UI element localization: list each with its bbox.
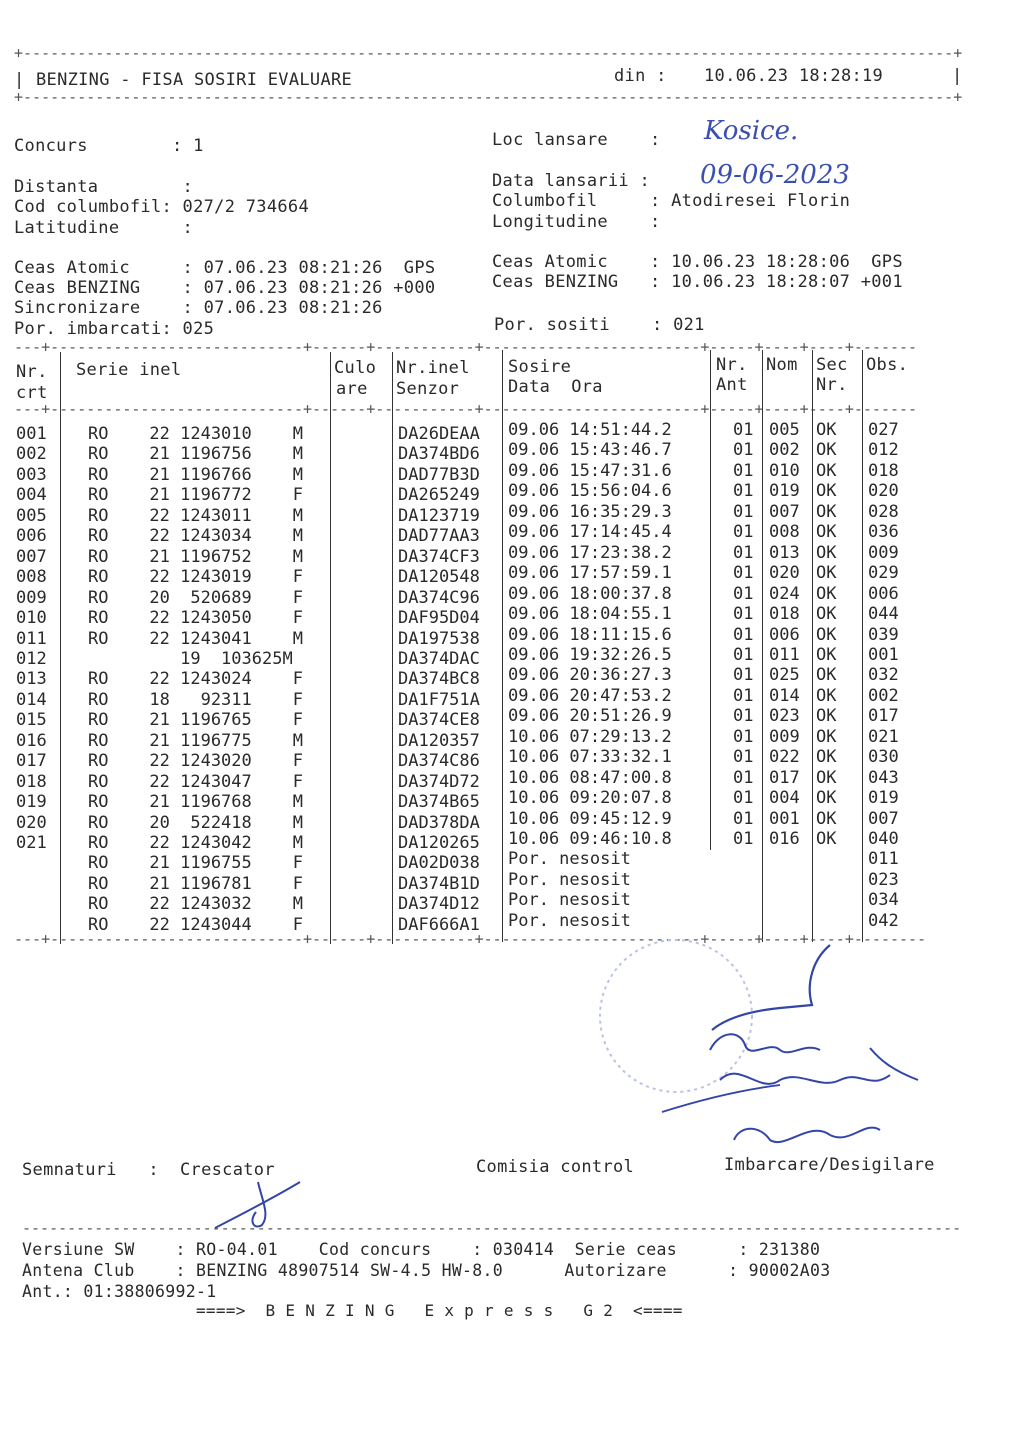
row-sec: OK bbox=[816, 542, 837, 563]
data-lansarii-handwritten: 09-06-2023 bbox=[700, 160, 850, 190]
columbofil-line: Columbofil : Atodiresei Florin bbox=[492, 191, 851, 211]
row-serie-inel: RO 18 92311 F bbox=[88, 689, 303, 710]
row-sosire: Por. nesosit bbox=[508, 890, 631, 911]
hdr-sosire-2: Data Ora bbox=[508, 377, 603, 397]
ceas-benzing-end: Ceas BENZING : 10.06.23 18:28:07 +001 bbox=[492, 272, 903, 292]
row-sosire: 09.06 20:47:53.2 bbox=[508, 685, 672, 706]
row-senzor: DA120357 bbox=[398, 730, 480, 751]
row-sosire: Por. nesosit bbox=[508, 910, 631, 931]
row-nr: 009 bbox=[16, 587, 47, 608]
row-obs: 023 bbox=[868, 869, 899, 890]
row-obs: 019 bbox=[868, 788, 899, 809]
row-sec: OK bbox=[816, 767, 837, 788]
concurs-line: Concurs : 1 bbox=[14, 136, 204, 156]
row-nr-ant: 01 bbox=[733, 460, 754, 481]
row-obs: 006 bbox=[868, 583, 899, 604]
row-nr-ant: 01 bbox=[733, 644, 754, 665]
row-serie-inel: RO 22 1243019 F bbox=[88, 567, 303, 588]
row-nr: 001 bbox=[16, 424, 47, 444]
row-nr: 015 bbox=[16, 710, 47, 731]
row-nr-ant: 01 bbox=[733, 706, 754, 727]
row-obs: 039 bbox=[868, 624, 899, 645]
row-serie-inel: 19 103625M bbox=[88, 648, 293, 669]
row-senzor: DA374D72 bbox=[398, 771, 480, 792]
row-nr-ant: 01 bbox=[733, 501, 754, 522]
row-serie-inel: RO 21 1196781 F bbox=[88, 873, 303, 894]
row-senzor: DA26DEAA bbox=[398, 424, 480, 444]
row-nr: 002 bbox=[16, 444, 47, 465]
distanta-line: Distanta : bbox=[14, 177, 194, 197]
row-senzor: DA374D12 bbox=[398, 894, 480, 915]
row-nom: 018 bbox=[769, 604, 800, 625]
row-serie-inel: RO 22 1243011 M bbox=[88, 505, 303, 526]
row-sosire: 09.06 15:43:46.7 bbox=[508, 440, 672, 461]
row-nom: 019 bbox=[769, 481, 800, 502]
row-obs: 030 bbox=[868, 747, 899, 768]
row-sosire: 09.06 14:51:44.2 bbox=[508, 420, 672, 440]
row-sec: OK bbox=[816, 604, 837, 625]
row-nr-ant: 01 bbox=[733, 440, 754, 461]
row-nr-ant: 01 bbox=[733, 747, 754, 768]
row-serie-inel: RO 20 520689 F bbox=[88, 587, 303, 608]
row-nr: 019 bbox=[16, 792, 47, 813]
row-obs: 001 bbox=[868, 644, 899, 665]
row-sosire: 10.06 08:47:00.8 bbox=[508, 767, 672, 788]
row-serie-inel: RO 22 1243020 F bbox=[88, 751, 303, 772]
row-sec: OK bbox=[816, 706, 837, 727]
row-obs: 027 bbox=[868, 420, 899, 440]
hdr-sec-2: Nr. bbox=[816, 375, 848, 395]
row-serie-inel: RO 22 1243047 F bbox=[88, 771, 303, 792]
ant-line: Ant.: 01:38806992-1 bbox=[22, 1282, 217, 1301]
row-sec: OK bbox=[816, 747, 837, 768]
table-bottom-border: ---+----------------------------+------+-----------+------------------------+-----+----+----+-------- bbox=[14, 930, 927, 948]
row-senzor: DA197538 bbox=[398, 628, 480, 649]
row-senzor: DAD77AA3 bbox=[398, 526, 480, 547]
row-obs: 021 bbox=[868, 726, 899, 747]
row-nr: 003 bbox=[16, 464, 47, 485]
row-sosire: 09.06 15:56:04.6 bbox=[508, 481, 672, 502]
row-serie-inel: RO 21 1196772 F bbox=[88, 485, 303, 506]
row-senzor: DA374B1D bbox=[398, 873, 480, 894]
row-nom: 005 bbox=[769, 420, 800, 440]
row-nom: 008 bbox=[769, 522, 800, 543]
row-nr-ant: 01 bbox=[733, 767, 754, 788]
row-nom: 002 bbox=[769, 440, 800, 461]
report-title: BENZING - FISA SOSIRI EVALUARE bbox=[36, 70, 353, 90]
row-senzor: DA374C96 bbox=[398, 587, 480, 608]
header-left-bar: | bbox=[14, 70, 25, 90]
latitudine-line: Latitudine : bbox=[14, 218, 194, 238]
row-nr: 006 bbox=[16, 526, 47, 547]
ceas-atomic-end: Ceas Atomic : 10.06.23 18:28:06 GPS bbox=[492, 252, 903, 272]
row-sosire: 09.06 18:11:15.6 bbox=[508, 624, 672, 645]
row-senzor: DA374CE8 bbox=[398, 710, 480, 731]
header-top-border: +-------------------------------------------------------------------------------------------------------+ bbox=[14, 44, 963, 62]
row-nr: 008 bbox=[16, 567, 47, 588]
row-nr: 010 bbox=[16, 608, 47, 629]
row-senzor: DAF95D04 bbox=[398, 608, 480, 629]
loc-lansare-handwritten: Kosice. bbox=[704, 116, 799, 146]
row-nr-ant: 01 bbox=[733, 522, 754, 543]
row-obs: 028 bbox=[868, 501, 899, 522]
row-nr-ant: 01 bbox=[733, 583, 754, 604]
row-nom: 023 bbox=[769, 706, 800, 727]
hdr-sec-1: Sec bbox=[816, 355, 848, 375]
row-sec: OK bbox=[816, 501, 837, 522]
ceas-atomic-start: Ceas Atomic : 07.06.23 08:21:26 GPS bbox=[14, 258, 436, 278]
cod-columbofil-line: Cod columbofil: 027/2 734664 bbox=[14, 197, 309, 217]
row-nr: 017 bbox=[16, 751, 47, 772]
row-nr: 013 bbox=[16, 669, 47, 690]
row-serie-inel: RO 22 1243010 M bbox=[88, 424, 303, 444]
row-sosire: 09.06 20:51:26.9 bbox=[508, 706, 672, 727]
row-senzor: DA265249 bbox=[398, 485, 480, 506]
row-serie-inel: RO 22 1243044 F bbox=[88, 914, 303, 935]
row-nr-ant: 01 bbox=[733, 481, 754, 502]
row-sec: OK bbox=[816, 788, 837, 809]
row-serie-inel: RO 21 1196752 M bbox=[88, 546, 303, 567]
row-nr: 004 bbox=[16, 485, 47, 506]
row-senzor: DAD378DA bbox=[398, 812, 480, 833]
row-sosire: 09.06 17:23:38.2 bbox=[508, 542, 672, 563]
row-nom: 007 bbox=[769, 501, 800, 522]
row-nr-ant: 01 bbox=[733, 624, 754, 645]
row-nr: 021 bbox=[16, 833, 47, 853]
row-serie-inel: RO 22 1243024 F bbox=[88, 669, 303, 690]
row-sosire: 09.06 19:32:26.5 bbox=[508, 644, 672, 665]
row-sosire: 09.06 16:35:29.3 bbox=[508, 501, 672, 522]
row-nr-ant: 01 bbox=[733, 685, 754, 706]
data-lansarii-label: Data lansarii : bbox=[492, 171, 651, 191]
row-nom: 011 bbox=[769, 644, 800, 665]
signature-commission-3 bbox=[662, 1085, 780, 1112]
row-nr: 014 bbox=[16, 689, 47, 710]
row-senzor: DA374B65 bbox=[398, 792, 480, 813]
hdr-culoare-1: Culo bbox=[334, 358, 377, 378]
row-senzor: DAF666A1 bbox=[398, 914, 480, 935]
row-sec: OK bbox=[816, 440, 837, 461]
row-nom: 013 bbox=[769, 542, 800, 563]
row-sosire: 10.06 09:46:10.8 bbox=[508, 829, 672, 849]
row-nr-ant: 01 bbox=[733, 665, 754, 686]
row-nr: 016 bbox=[16, 730, 47, 751]
hdr-obs: Obs. bbox=[866, 355, 909, 375]
row-senzor: DA374BC8 bbox=[398, 669, 480, 690]
row-serie-inel: RO 21 1196775 M bbox=[88, 730, 303, 751]
row-nr-ant: 01 bbox=[733, 563, 754, 584]
row-nr-ant: 01 bbox=[733, 542, 754, 563]
row-nr: 011 bbox=[16, 628, 47, 649]
row-nr: 007 bbox=[16, 546, 47, 567]
row-serie-inel: RO 20 522418 M bbox=[88, 812, 303, 833]
row-obs: 029 bbox=[868, 563, 899, 584]
row-sosire: 09.06 20:36:27.3 bbox=[508, 665, 672, 686]
row-nom: 006 bbox=[769, 624, 800, 645]
ceas-benzing-start: Ceas BENZING : 07.06.23 08:21:26 +000 bbox=[14, 278, 436, 298]
row-obs: 007 bbox=[868, 808, 899, 829]
row-nr: 012 bbox=[16, 648, 47, 669]
table-top-border: ---+----------------------------+------+-----------+------------------------+-----+----+----+------- bbox=[14, 338, 918, 356]
row-obs: 036 bbox=[868, 522, 899, 543]
row-nom: 025 bbox=[769, 665, 800, 686]
row-sosire: 10.06 09:20:07.8 bbox=[508, 788, 672, 809]
row-sec: OK bbox=[816, 481, 837, 502]
row-sec: OK bbox=[816, 624, 837, 645]
row-obs: 040 bbox=[868, 829, 899, 849]
row-obs: 032 bbox=[868, 665, 899, 686]
loc-lansare-label: Loc lansare : bbox=[492, 130, 661, 150]
row-serie-inel: RO 21 1196756 M bbox=[88, 444, 303, 465]
hdr-nr-crt-2: crt bbox=[16, 383, 48, 403]
row-sec: OK bbox=[816, 522, 837, 543]
row-serie-inel: RO 22 1243042 M bbox=[88, 833, 303, 853]
antena-line: Antena Club : BENZING 48907514 SW-4.5 HW-8.0 Autorizare : 90002A03 bbox=[22, 1261, 831, 1280]
row-sec: OK bbox=[816, 420, 837, 440]
row-sec: OK bbox=[816, 583, 837, 604]
row-senzor: DAD77B3D bbox=[398, 464, 480, 485]
table-header-border: ---+----------------------------+------+-----------+------------------------+-----+----+----+------- bbox=[14, 400, 918, 418]
sincronizare-line: Sincronizare : 07.06.23 08:21:26 bbox=[14, 298, 383, 318]
row-senzor: DA120265 bbox=[398, 833, 480, 853]
row-senzor: DA374BD6 bbox=[398, 444, 480, 465]
semnaturi-label: Semnaturi : Crescator bbox=[22, 1160, 275, 1180]
row-sosire: 09.06 17:14:45.4 bbox=[508, 522, 672, 543]
signature-hook bbox=[712, 945, 830, 1030]
row-obs: 012 bbox=[868, 440, 899, 461]
row-obs: 009 bbox=[868, 542, 899, 563]
row-sec: OK bbox=[816, 685, 837, 706]
row-sec: OK bbox=[816, 726, 837, 747]
row-obs: 018 bbox=[868, 460, 899, 481]
row-nr-ant: 01 bbox=[733, 829, 754, 849]
por-imbarcati-line: Por. imbarcati: 025 bbox=[14, 319, 215, 339]
hdr-sosire-1: Sosire bbox=[508, 357, 572, 377]
row-nr-ant: 01 bbox=[733, 420, 754, 440]
row-senzor: DA1F751A bbox=[398, 689, 480, 710]
row-sec: OK bbox=[816, 665, 837, 686]
footer-top-border: -------------------------------------------------------------------------------------------------------- bbox=[22, 1219, 962, 1237]
row-senzor: DA374CF3 bbox=[398, 546, 480, 567]
header-right-bar: | bbox=[952, 66, 963, 86]
row-nom: 014 bbox=[769, 685, 800, 706]
row-senzor: DA374C86 bbox=[398, 751, 480, 772]
row-serie-inel: RO 22 1243041 M bbox=[88, 628, 303, 649]
hdr-nr-inel-2: Senzor bbox=[396, 379, 460, 399]
header-bottom-border: +-------------------------------------------------------------------------------------------------------+ bbox=[14, 88, 963, 106]
row-sosire: 09.06 17:57:59.1 bbox=[508, 563, 672, 584]
imbarcare-label: Imbarcare/Desigilare bbox=[724, 1155, 935, 1175]
row-nom: 009 bbox=[769, 726, 800, 747]
row-sosire: 10.06 07:33:32.1 bbox=[508, 747, 672, 768]
row-serie-inel: RO 21 1196765 F bbox=[88, 710, 303, 731]
hdr-nom: Nom bbox=[766, 355, 798, 375]
signature-commission-4 bbox=[734, 1128, 880, 1142]
hdr-culoare-2: are bbox=[336, 379, 368, 399]
hdr-serie-inel: Serie inel bbox=[76, 360, 182, 380]
row-obs: 042 bbox=[868, 910, 899, 931]
row-nr: 005 bbox=[16, 505, 47, 526]
row-nom: 004 bbox=[769, 788, 800, 809]
benzing-express-banner: ====> B E N Z I N G E x p r e s s G 2 <==== bbox=[196, 1301, 683, 1320]
row-sosire: Por. nesosit bbox=[508, 849, 631, 870]
row-sosire: 09.06 18:00:37.8 bbox=[508, 583, 672, 604]
report-date-label: din : bbox=[614, 66, 667, 86]
row-sosire: Por. nesosit bbox=[508, 869, 631, 890]
row-serie-inel: RO 21 1196755 F bbox=[88, 853, 303, 874]
hdr-nr-crt-1: Nr. bbox=[16, 362, 48, 382]
row-serie-inel: RO 22 1243050 F bbox=[88, 608, 303, 629]
row-nom: 001 bbox=[769, 808, 800, 829]
official-stamp bbox=[600, 940, 752, 1092]
row-sec: OK bbox=[816, 563, 837, 584]
row-nom: 016 bbox=[769, 829, 800, 849]
row-serie-inel: RO 21 1196768 M bbox=[88, 792, 303, 813]
row-obs: 020 bbox=[868, 481, 899, 502]
signature-commission-1 bbox=[710, 1034, 820, 1052]
row-senzor: DA123719 bbox=[398, 505, 480, 526]
row-serie-inel: RO 22 1243032 M bbox=[88, 894, 303, 915]
row-nom: 022 bbox=[769, 747, 800, 768]
row-nom: 017 bbox=[769, 767, 800, 788]
row-nr-ant: 01 bbox=[733, 726, 754, 747]
row-obs: 044 bbox=[868, 604, 899, 625]
por-sositi-line: Por. sositi : 021 bbox=[494, 315, 705, 335]
row-sosire: 10.06 09:45:12.9 bbox=[508, 808, 672, 829]
comisia-label: Comisia control bbox=[476, 1157, 635, 1177]
row-sosire: 10.06 07:29:13.2 bbox=[508, 726, 672, 747]
row-nr: 020 bbox=[16, 812, 47, 833]
versiune-line: Versiune SW : RO-04.01 Cod concurs : 030414 Serie ceas : 231380 bbox=[22, 1240, 821, 1259]
hdr-nr-ant-1: Nr. bbox=[716, 355, 748, 375]
row-nr-ant: 01 bbox=[733, 788, 754, 809]
row-obs: 011 bbox=[868, 849, 899, 870]
hdr-nr-ant-2: Ant bbox=[716, 375, 748, 395]
row-senzor: DA120548 bbox=[398, 567, 480, 588]
row-nr-ant: 01 bbox=[733, 604, 754, 625]
row-sosire: 09.06 18:04:55.1 bbox=[508, 604, 672, 625]
row-nom: 010 bbox=[769, 460, 800, 481]
row-obs: 043 bbox=[868, 767, 899, 788]
row-nom: 020 bbox=[769, 563, 800, 584]
signature-commission-2 bbox=[720, 1048, 918, 1084]
row-sosire: 09.06 15:47:31.6 bbox=[508, 460, 672, 481]
longitudine-line: Longitudine : bbox=[492, 212, 661, 232]
row-obs: 034 bbox=[868, 890, 899, 911]
row-serie-inel: RO 22 1243034 M bbox=[88, 526, 303, 547]
row-senzor: DA02D038 bbox=[398, 853, 480, 874]
row-nom: 024 bbox=[769, 583, 800, 604]
hdr-nr-inel-1: Nr.inel bbox=[396, 358, 470, 378]
row-nr: 018 bbox=[16, 771, 47, 792]
row-obs: 002 bbox=[868, 685, 899, 706]
row-sec: OK bbox=[816, 808, 837, 829]
row-senzor: DA374DAC bbox=[398, 648, 480, 669]
report-date-value: 10.06.23 18:28:19 bbox=[704, 66, 884, 86]
row-serie-inel: RO 21 1196766 M bbox=[88, 464, 303, 485]
row-sec: OK bbox=[816, 644, 837, 665]
row-obs: 017 bbox=[868, 706, 899, 727]
row-sec: OK bbox=[816, 460, 837, 481]
row-sec: OK bbox=[816, 829, 837, 849]
row-nr-ant: 01 bbox=[733, 808, 754, 829]
